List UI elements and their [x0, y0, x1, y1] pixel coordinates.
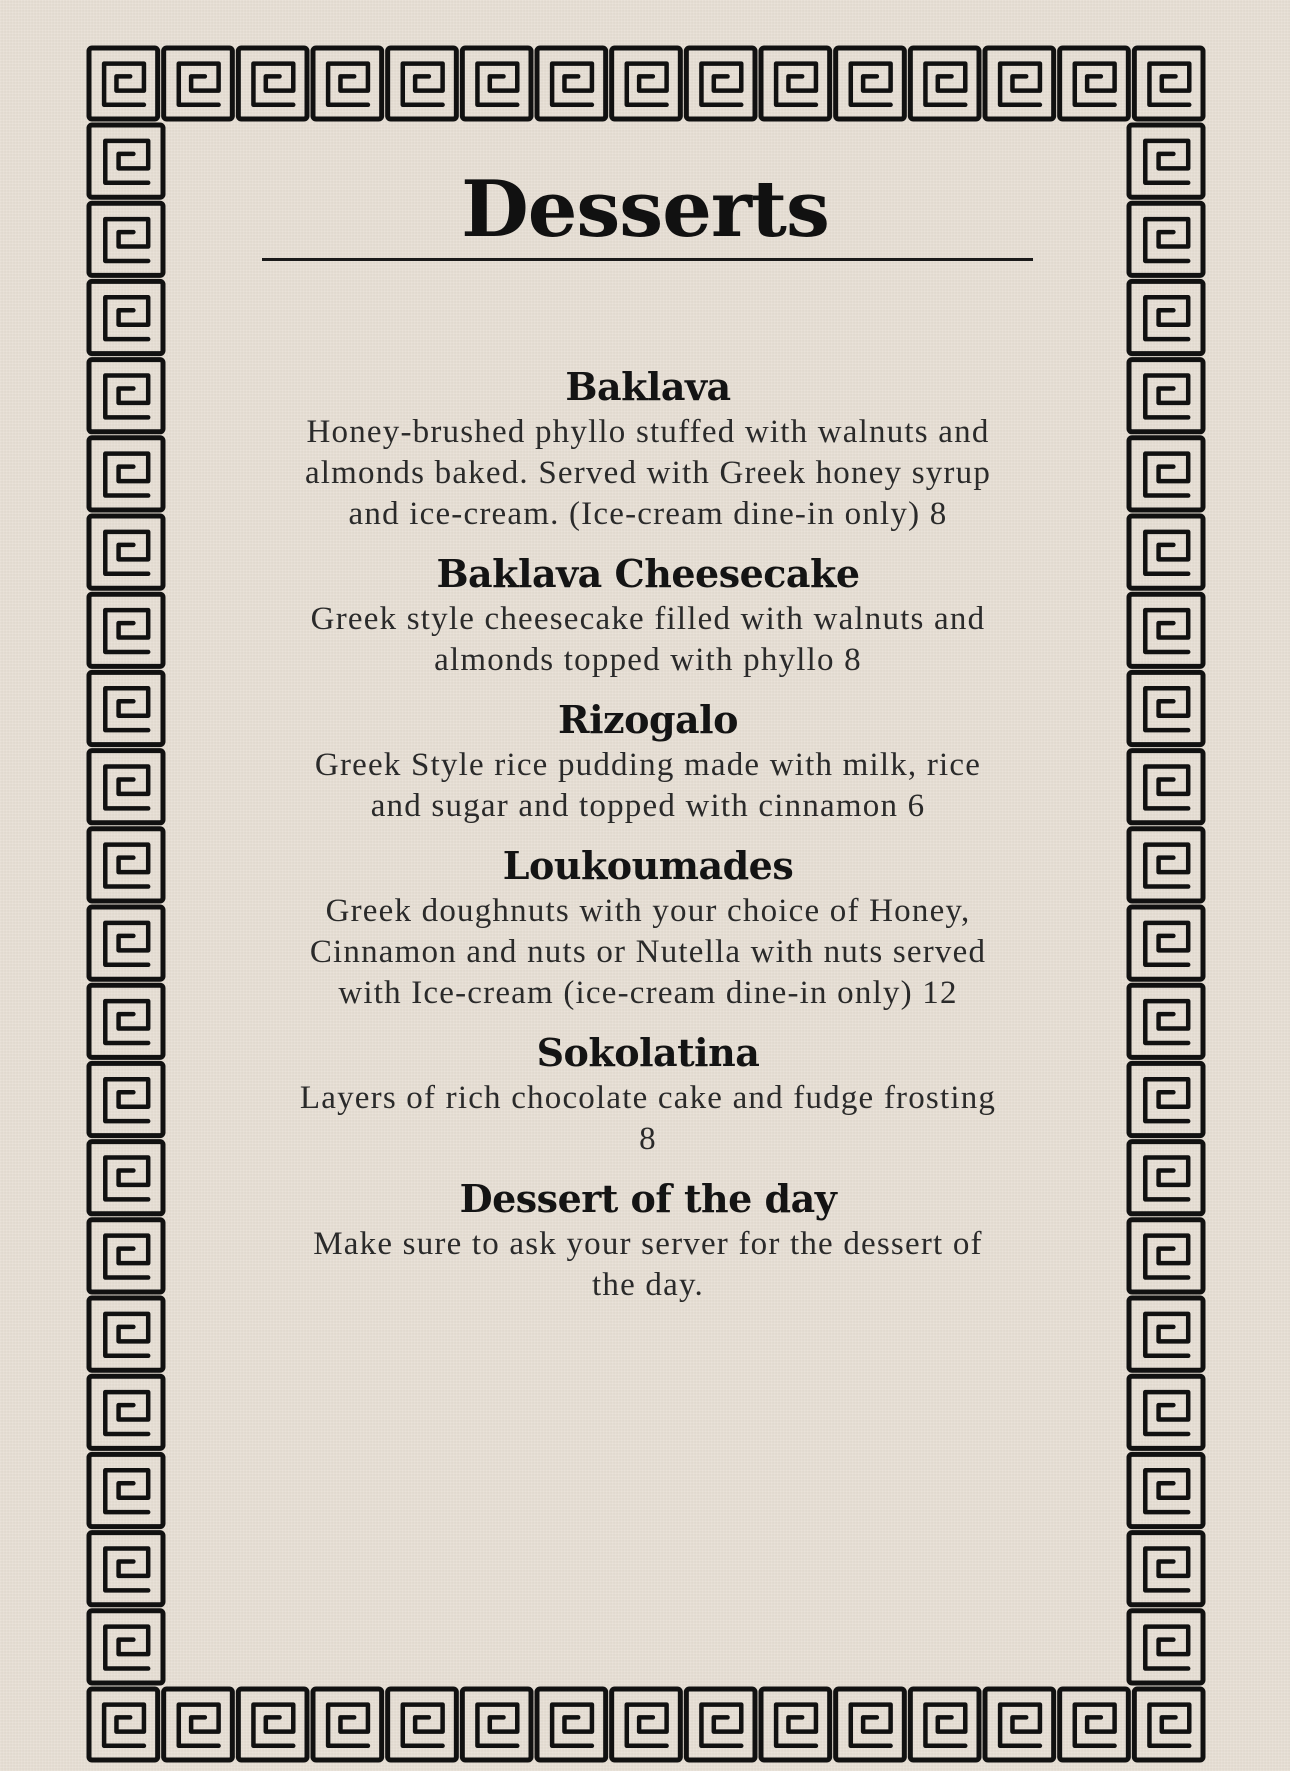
- greek-key-tile-icon: [89, 1063, 163, 1135]
- greek-key-tile-icon: [1129, 1611, 1203, 1683]
- greek-key-tile-icon: [910, 48, 979, 119]
- greek-key-tile-icon: [89, 48, 158, 119]
- menu-item-baklava: [290, 362, 1006, 535]
- greek-key-tile-icon: [1129, 1376, 1203, 1448]
- greek-key-tile-icon: [1129, 594, 1203, 666]
- item-description: Greek doughnuts with your choice of Honey, Cinnamon and nuts or Nutella with nuts served with Ice-cream (ice-cream dine-in only) 12: [309, 893, 987, 1011]
- greek-key-tile-icon: [1129, 829, 1203, 901]
- greek-key-tile-icon: [89, 360, 163, 432]
- greek-key-tile-icon: [89, 672, 163, 744]
- greek-key-tile-icon: [1129, 907, 1203, 979]
- item-name: Baklava: [565, 364, 731, 409]
- item-description: Greek Style rice pudding made with milk, rice and sugar and topped with cinnamon 6: [314, 747, 982, 824]
- greek-key-tile-icon: [761, 1689, 830, 1760]
- greek-key-tile-icon: [462, 48, 531, 119]
- menu-item-baklava-cheesecake: [290, 549, 1006, 681]
- greek-key-tile-icon: [89, 985, 163, 1057]
- greek-key-tile-icon: [89, 594, 163, 666]
- item-description: Make sure to ask your server for the dessert of the day.: [313, 1226, 983, 1303]
- greek-key-tile-icon: [985, 1689, 1054, 1760]
- greek-key-tile-icon: [1129, 281, 1203, 353]
- greek-key-tile-icon: [686, 1689, 755, 1760]
- greek-key-tile-icon: [89, 1220, 163, 1292]
- greek-key-tile-icon: [313, 48, 382, 119]
- greek-key-tile-icon: [89, 907, 163, 979]
- item-name: Baklava Cheesecake: [436, 551, 860, 596]
- greek-key-tile-icon: [89, 1142, 163, 1214]
- greek-key-tile-icon: [313, 1689, 382, 1760]
- greek-key-tile-icon: [89, 281, 163, 353]
- menu-item-dessert-of-the-day: [290, 1174, 1006, 1306]
- greek-key-tile-icon: [1129, 751, 1203, 823]
- greek-key-tile-icon: [537, 48, 606, 119]
- greek-key-tile-icon: [612, 48, 681, 119]
- greek-key-tile-icon: [89, 1454, 163, 1526]
- item-description: Greek style cheesecake filled with walnuts and almonds topped with phyllo 8: [310, 601, 986, 678]
- greek-key-tile-icon: [612, 1689, 681, 1760]
- greek-key-tile-icon: [836, 48, 905, 119]
- greek-key-tile-icon: [1129, 1454, 1203, 1526]
- greek-key-tile-icon: [1129, 1298, 1203, 1370]
- greek-key-tile-icon: [985, 48, 1054, 119]
- greek-key-tile-icon: [89, 438, 163, 510]
- menu-item-loukoumades: [290, 841, 1006, 1014]
- greek-key-tile-icon: [1129, 438, 1203, 510]
- greek-key-tile-icon: [462, 1689, 531, 1760]
- greek-key-tile-icon: [537, 1689, 606, 1760]
- menu-item-rizogalo: [290, 695, 1006, 827]
- greek-key-tile-icon: [89, 1298, 163, 1370]
- greek-key-tile-icon: [89, 1376, 163, 1448]
- greek-key-tile-icon: [89, 1689, 158, 1760]
- greek-key-tile-icon: [1129, 1533, 1203, 1605]
- item-description: Honey-brushed phyllo stuffed with walnuts and almonds baked. Served with Greek honey syrup and ice-cream. (Ice-cream dine-in only) 8: [304, 414, 992, 532]
- item-name: Sokolatina: [536, 1030, 760, 1075]
- greek-key-tile-icon: [89, 516, 163, 588]
- greek-key-tile-icon: [1129, 1063, 1203, 1135]
- greek-key-tile-icon: [89, 829, 163, 901]
- dessert-menu: [290, 362, 1006, 1320]
- greek-key-tile-icon: [1129, 516, 1203, 588]
- greek-key-tile-icon: [89, 1533, 163, 1605]
- greek-key-tile-icon: [89, 751, 163, 823]
- item-description: Layers of rich chocolate cake and fudge frosting 8: [299, 1080, 997, 1157]
- greek-key-tile-icon: [89, 1611, 163, 1683]
- greek-key-tile-icon: [1129, 1142, 1203, 1214]
- greek-key-tile-icon: [1060, 48, 1129, 119]
- greek-key-tile-icon: [164, 48, 233, 119]
- greek-key-tile-icon: [836, 1689, 905, 1760]
- greek-key-tile-icon: [1134, 1689, 1203, 1760]
- greek-key-tile-icon: [1060, 1689, 1129, 1760]
- greek-key-tile-icon: [1129, 985, 1203, 1057]
- item-name: Dessert of the day: [459, 1176, 837, 1221]
- greek-key-tile-icon: [686, 48, 755, 119]
- greek-key-tile-icon: [1134, 48, 1203, 119]
- title-divider: [262, 258, 1033, 261]
- page-title: Desserts: [461, 164, 829, 255]
- greek-key-tile-icon: [164, 1689, 233, 1760]
- greek-key-tile-icon: [1129, 672, 1203, 744]
- item-name: Loukoumades: [502, 843, 794, 888]
- menu-item-sokolatina: [290, 1028, 1006, 1160]
- greek-key-tile-icon: [910, 1689, 979, 1760]
- greek-key-tile-icon: [238, 48, 307, 119]
- greek-key-tile-icon: [238, 1689, 307, 1760]
- greek-key-tile-icon: [388, 1689, 457, 1760]
- greek-key-tile-icon: [388, 48, 457, 119]
- greek-key-tile-icon: [1129, 1220, 1203, 1292]
- item-name: Rizogalo: [558, 697, 738, 742]
- greek-key-tile-icon: [761, 48, 830, 119]
- greek-key-tile-icon: [1129, 360, 1203, 432]
